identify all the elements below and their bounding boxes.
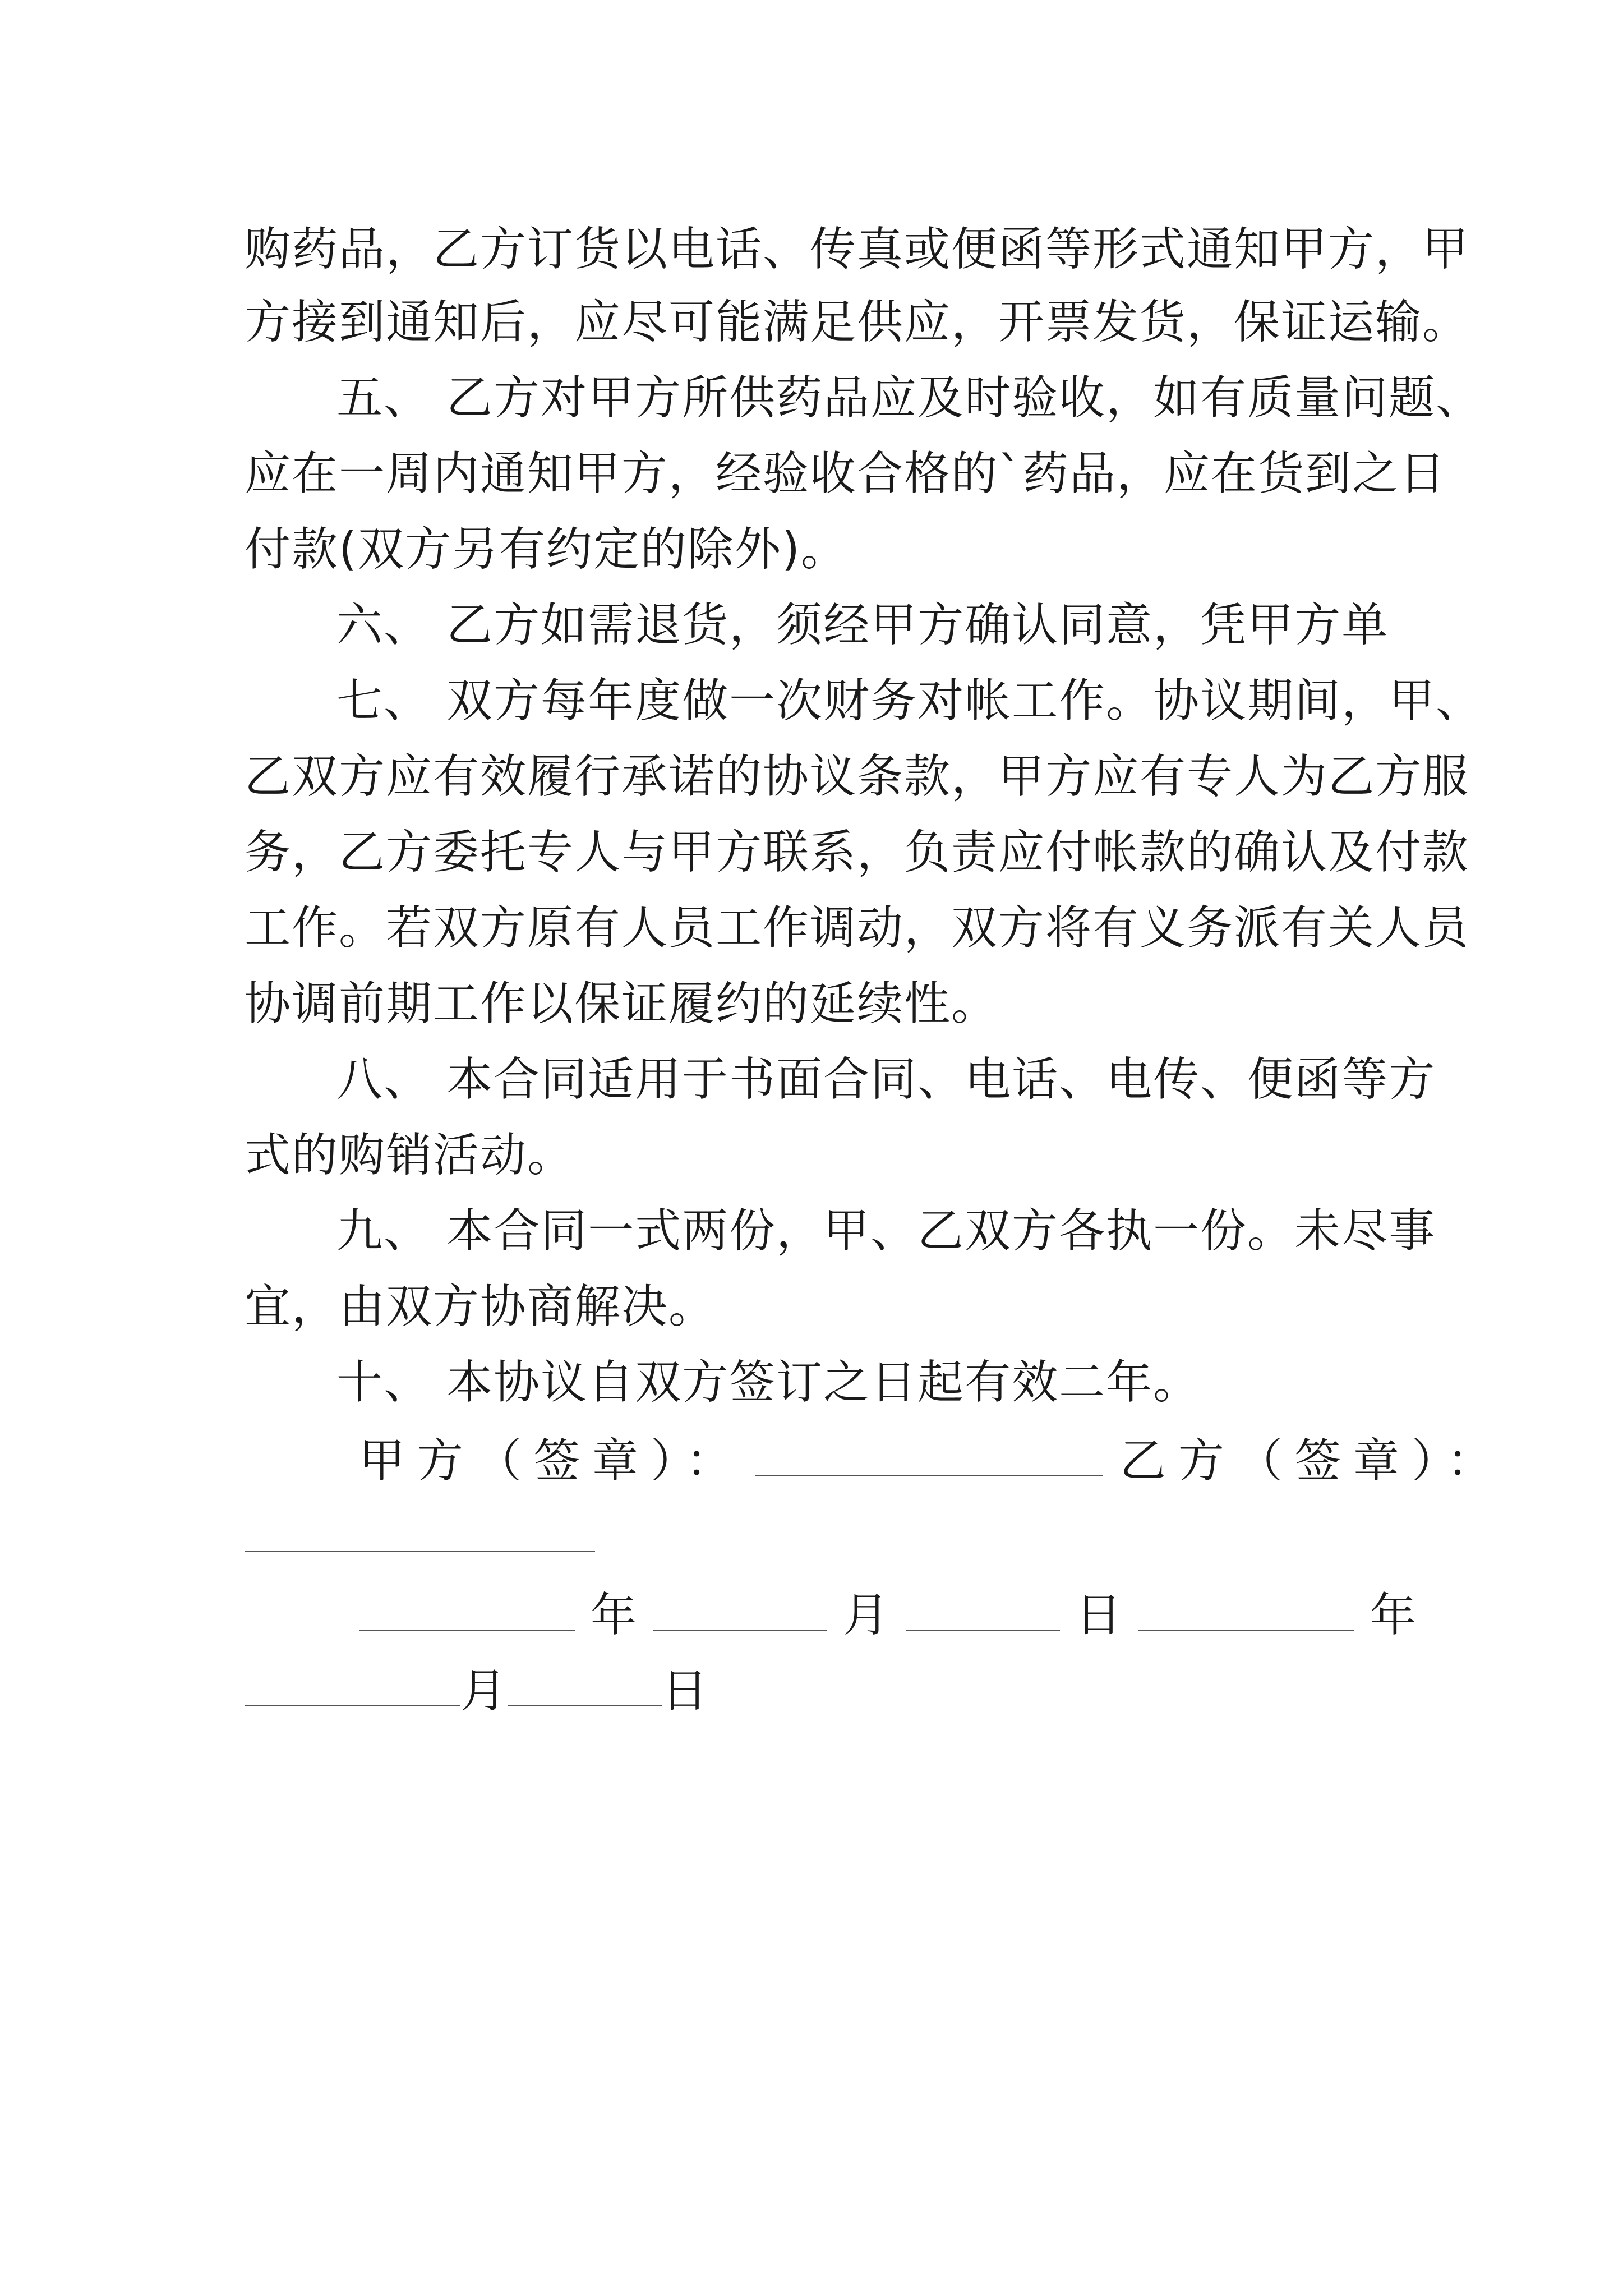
party-a-day-label: 日 xyxy=(1076,1589,1123,1642)
clause-ten: 十、 本协议自双方签订之日起有效二年。 xyxy=(336,1356,1201,1409)
paragraph-line: 务，乙方委托专人与甲方联系，负责应付帐款的确认及付款 xyxy=(245,826,1470,879)
paragraph-line: 方接到通知后，应尽可能满足供应，开票发货，保证运输。 xyxy=(245,296,1470,349)
paragraph-line: 购药品，乙方订货以电话、传真或便函等形式通知甲方，甲 xyxy=(245,223,1470,276)
clause-eight: 八、 本合同适用于书面合同、电话、电传、便函等方 xyxy=(336,1053,1436,1106)
party-a-signature-label: 甲方（签章）： xyxy=(359,1434,745,1488)
clause-five: 五、 乙方对甲方所供药品应及时验收，如有质量问题、 xyxy=(336,371,1483,425)
party-b-day-blank xyxy=(508,1666,662,1706)
paragraph-line: 式的购销活动。 xyxy=(245,1129,575,1182)
date-row xyxy=(359,1588,1417,1644)
signature-row xyxy=(359,1433,1505,1489)
paragraph-line: 应在一周内通知甲方，经验收合格的`药品，应在货到之日 xyxy=(245,447,1447,500)
paragraph-line: 工作。若双方原有人员工作调动，双方将有义务派有关人员 xyxy=(245,901,1470,955)
party-b-day-label: 日 xyxy=(662,1664,709,1718)
party-a-day-blank xyxy=(906,1590,1060,1631)
party-a-year-label: 年 xyxy=(591,1589,638,1642)
paragraph-line: 宜，由双方协商解决。 xyxy=(245,1280,716,1333)
paragraph-line: 乙双方应有效履行承诺的协议条款，甲方应有专人为乙方服 xyxy=(245,750,1470,803)
party-b-signature-blank xyxy=(245,1512,595,1552)
party-a-signature-blank xyxy=(755,1436,1103,1476)
party-a-month-blank xyxy=(653,1590,827,1631)
party-b-year-blank xyxy=(1138,1590,1354,1631)
party-b-year-label: 年 xyxy=(1370,1589,1418,1642)
paragraph-line: 协调前期工作以保证履约的延续性。 xyxy=(245,977,999,1030)
party-a-year-blank xyxy=(359,1590,575,1631)
party-a-month-label: 月 xyxy=(843,1589,891,1642)
clause-seven: 七、 双方每年度做一次财务对帐工作。协议期间，甲、 xyxy=(336,674,1483,728)
party-b-signature-label: 乙方（签章）： xyxy=(1120,1434,1506,1488)
party-b-signature-row xyxy=(245,1509,595,1565)
date-row-continued xyxy=(245,1663,709,1719)
party-b-month-blank xyxy=(245,1666,460,1706)
paragraph-line: 付款(双方另有约定的除外)。 xyxy=(245,523,848,576)
clause-nine: 九、 本合同一式两份，甲、乙双方各执一份。未尽事 xyxy=(336,1204,1436,1258)
party-b-month-label: 月 xyxy=(460,1664,508,1718)
clause-six: 六、 乙方如需退货，须经甲方确认同意，凭甲方单 xyxy=(336,599,1389,652)
